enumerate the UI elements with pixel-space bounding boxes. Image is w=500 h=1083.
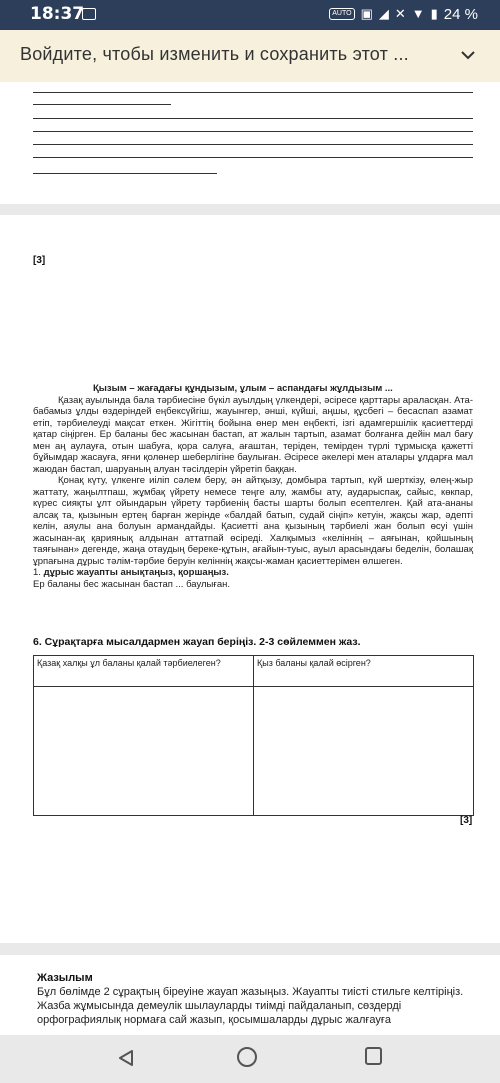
home-icon[interactable] [237, 1047, 257, 1067]
answer-table [33, 655, 474, 816]
paragraph: Қазақ ауылында бала тәрбиесіне бүкіл ауылдың үлкендері, әсіресе қарттары араласқан. Ата-бабамыз ұлды өздеріндей еңбексүйгіш, жауынгер, әнші, күйші, аңшы, құсбегі – бесаспап азамат етіп, тәрбиелеуді мақсат еткен. Жігіттің бойына өнер мен еңбекті, ізгі адамгершілік қасиеттерді қатар сіңірген. Ер баланы бес жасынан бастап, ат жалын тартып, азамат болғанға дейін мал бағу мен аң аулауға, отын шабуға, қора салуға, ағаштан, теріден, темірден түрлі тұрмысқа қажетті бұйымдар жасауға, яғни қолөнер шеберлігіне баулыған. Әсіресе әкелері мен аталары ұлдарға мал жаюдан бастап, шаруаның алуан тәсілдерін үйретіп баққан. [33, 394, 473, 475]
task-sentence: Ер баланы бес жасынан бастап ... баулыған. [33, 578, 231, 590]
score-label: [3] [460, 815, 473, 826]
answer-line [33, 104, 171, 105]
answer-line [33, 92, 473, 93]
document-page-3 [0, 955, 500, 1035]
answer-cell[interactable] [254, 687, 474, 816]
answer-line [33, 157, 473, 158]
answer-line [33, 173, 217, 174]
sign-in-banner[interactable] [0, 30, 500, 83]
auto-rotate-icon: AUTO [329, 8, 354, 20]
document-page-2 [0, 215, 500, 943]
chevron-down-icon[interactable] [460, 44, 476, 65]
table-header-boys: Қазақ халқы ұл баланы қалай тәрбиелеген? [34, 656, 254, 687]
answer-line [33, 118, 473, 119]
answer-cell[interactable] [34, 687, 254, 816]
clock: 18:37 [30, 4, 85, 24]
sim-icon: ▣ [360, 6, 373, 21]
signal-icon: ◢ [378, 6, 389, 21]
mute-icon: ✕ [394, 6, 406, 21]
text-title: Қызым – жағадағы құндызым, ұлым – аспандағы жұлдызым ... [93, 383, 393, 394]
image-icon [82, 8, 96, 20]
question-6: 6. Сұрақтарға мысалдармен жауап беріңіз. 2-3 сөйлеммен жаз. [33, 636, 361, 648]
navigation-bar [0, 1035, 500, 1083]
answer-line [33, 144, 473, 145]
reading-text [33, 383, 473, 590]
back-icon[interactable] [118, 1049, 134, 1072]
section-heading: Жазылым [37, 972, 93, 984]
banner-text: Войдите, чтобы изменить и сохранить этот ... [20, 44, 409, 64]
wifi-icon: ▼ [411, 6, 425, 21]
status-bar [0, 0, 500, 30]
table-header-girls: Қыз баланы қалай өсірген? [254, 656, 474, 687]
battery-icon: ▮ [430, 6, 438, 21]
task-instruction: дұрыс жауапты анықтаңыз, қоршаңыз. [43, 567, 229, 578]
paragraph: Қонақ күту, үлкенге иіліп сәлем беру, ән айтқызу, домбыра тартып, күй шерткізу, өлең-жыр жаттату, жаңылтпаш, жұмбақ үйрету немесе теңге алу, жамбы ату, аударыспақ, сайыс, көкпар, күрес сияқты ұлт ойындарын үйрету тәрбиенің басты шарты болып есептелген. Қай ата-ананы алсақ та, қызынын ертең барған жерінде «балдай батып, судай сіңіп» кетуін, жақсы жар, әдепті келін, аяулы ана болуын армандайды. Қасиетті ана қызының тәрбиелі жан болып өсуі үшін жасынан-ақ қариянық алдынан аттатпай өсіреді. Халқымыз «келіннің – аяғынан, қойшының таяғынан» дегенде, жаңа отаудың береке-құтын, ағайын-туыс, ауыл арасындағы беделін, болашақ ұрпағына дұрыс тәлім-тәрбие беруін келіннің жақсы-жаман қасиеттерімен өлшеген. [33, 475, 473, 567]
answer-line [33, 131, 473, 132]
status-icons [329, 5, 478, 23]
battery-level: 24 % [443, 5, 478, 23]
task-1 [33, 567, 473, 579]
task-number: 1. [33, 567, 41, 578]
score-label: [3] [33, 255, 46, 266]
section-body: Бұл бөлімде 2 сұрақтың біреуіне жауап жазыңыз. Жауапты тиісті стильге келтіріңіз. Жазба жұмысында демеулік шылауларды тиімді пайдаланып, сөздерді орфографиялық нормаға сай жазып, қосымшаларды дұрыс жалғауға [37, 986, 464, 1026]
document-page-1 [0, 82, 500, 204]
recents-icon[interactable] [365, 1047, 382, 1065]
